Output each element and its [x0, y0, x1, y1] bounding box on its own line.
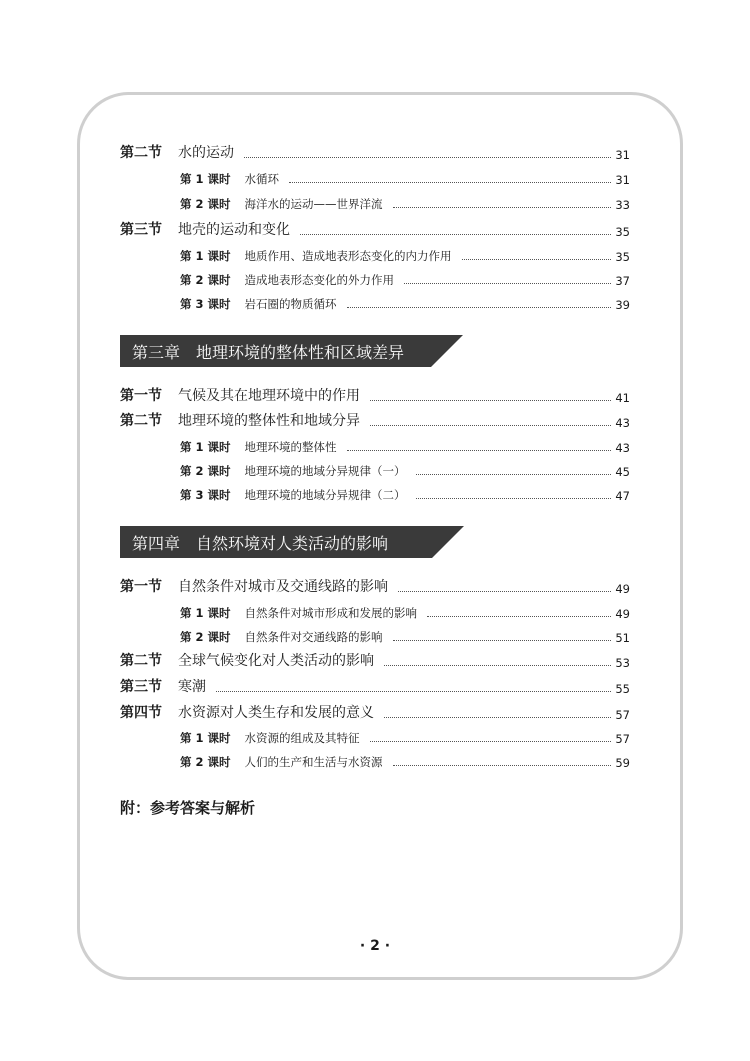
toc-lesson-entry[interactable]: 第 3 课时 地理环境的地域分异规律（二） 47 [180, 488, 630, 503]
dot-leader [216, 690, 611, 692]
dot-leader [384, 716, 611, 718]
toc-section-entry[interactable]: 第三节 寒潮 55 [120, 679, 630, 696]
dot-leader [462, 258, 612, 260]
toc-lesson-entry[interactable]: 第 1 课时 自然条件对城市形成和发展的影响 49 [180, 606, 630, 621]
dot-leader [393, 206, 612, 208]
chapter-heading-arrow [432, 526, 464, 558]
dot-leader [289, 181, 611, 183]
dot-leader [384, 664, 611, 666]
toc-lesson-entry[interactable]: 第 2 课时 自然条件对交通线路的影响 51 [180, 630, 630, 645]
dot-leader [393, 764, 612, 766]
toc-lesson-entry[interactable]: 第 1 课时 水循环 31 [180, 172, 630, 187]
dot-leader [416, 473, 612, 475]
toc-lesson-entry[interactable]: 第 1 课时 水资源的组成及其特征 57 [180, 731, 630, 746]
toc-lesson-entry[interactable]: 第 2 课时 人们的生产和生活与水资源 59 [180, 755, 630, 770]
dot-leader [416, 497, 612, 499]
toc-section-entry[interactable]: 第二节 地理环境的整体性和地域分异 43 [120, 413, 630, 430]
dot-leader [370, 740, 612, 742]
chapter-heading[interactable]: 第四章 自然环境对人类活动的影响 [120, 526, 432, 558]
dot-leader [347, 449, 612, 451]
dot-leader [347, 306, 612, 308]
dot-leader [393, 639, 612, 641]
appendix-entry[interactable]: 附：参考答案与解析 [120, 799, 256, 817]
dot-leader [244, 156, 611, 158]
toc-section-entry[interactable]: 第一节 自然条件对城市及交通线路的影响 49 [120, 579, 630, 596]
toc-section-entry[interactable]: 第一节 气候及其在地理环境中的作用 41 [120, 388, 630, 405]
toc-section-entry[interactable]: 第二节 全球气候变化对人类活动的影响 53 [120, 653, 630, 670]
dot-leader [370, 424, 611, 426]
chapter-heading[interactable]: 第三章 地理环境的整体性和区域差异 [120, 335, 431, 367]
toc-section-entry[interactable]: 第二节 水的运动 31 [120, 145, 630, 162]
toc-lesson-entry[interactable]: 第 1 课时 地质作用、造成地表形态变化的内力作用 35 [180, 249, 630, 264]
dot-leader [404, 282, 611, 284]
toc-lesson-entry[interactable]: 第 2 课时 地理环境的地域分异规律（一） 45 [180, 464, 630, 479]
chapter-heading-arrow [431, 335, 463, 367]
toc-lesson-entry[interactable]: 第 2 课时 海洋水的运动——世界洋流 33 [180, 197, 630, 212]
toc-lesson-entry[interactable]: 第 3 课时 岩石圈的物质循环 39 [180, 297, 630, 312]
toc-lesson-entry[interactable]: 第 1 课时 地理环境的整体性 43 [180, 440, 630, 455]
dot-leader [300, 233, 611, 235]
toc-section-entry[interactable]: 第四节 水资源对人类生存和发展的意义 57 [120, 705, 630, 722]
page-number: · 2 · [359, 938, 391, 954]
toc-section-entry[interactable]: 第三节 地壳的运动和变化 35 [120, 222, 630, 239]
dot-leader [370, 399, 611, 401]
toc-lesson-entry[interactable]: 第 2 课时 造成地表形态变化的外力作用 37 [180, 273, 630, 288]
dot-leader [427, 615, 611, 617]
dot-leader [398, 590, 611, 592]
